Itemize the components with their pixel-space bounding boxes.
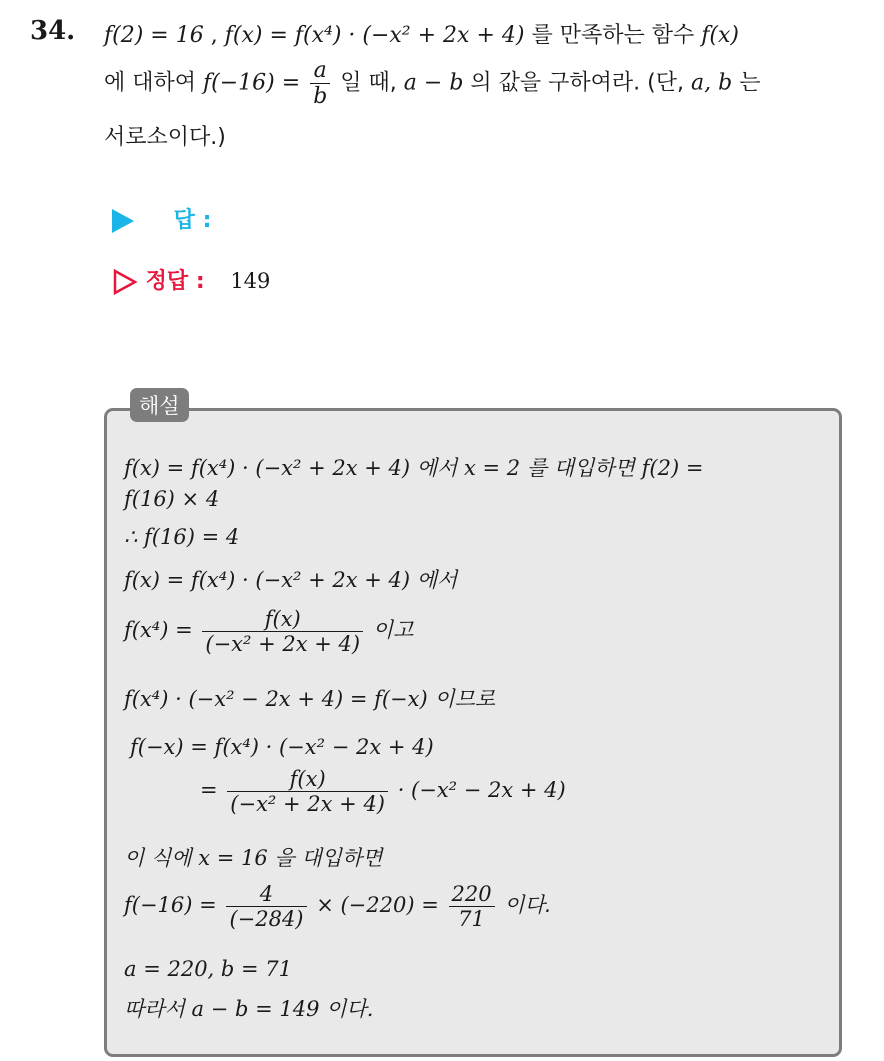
problem-line-2: [104, 58, 760, 109]
problem-line-1: [104, 18, 739, 49]
denominator: (−284): [226, 906, 306, 931]
lhs: f(−16) =: [124, 893, 217, 917]
numerator: f(x): [264, 607, 301, 631]
numerator: 220: [451, 882, 492, 906]
problem-number: 34.: [30, 16, 76, 46]
numerator: 4: [259, 882, 274, 906]
solution-line-4: f(x) = f(x⁴) · (−x² + 2x + 4) 에서: [124, 568, 458, 592]
answer-label: 답 :: [173, 208, 212, 233]
condition-f2: f(2) = 16: [104, 23, 204, 48]
functional-equation: f(x) = f(x⁴) · (−x² + 2x + 4): [224, 23, 525, 48]
denominator: (−x² + 2x + 4): [227, 791, 388, 816]
correct-answer-row: [112, 264, 270, 295]
problem-text: 의 값을 구하여라. (단,: [470, 70, 684, 96]
play-filled-icon: [112, 209, 134, 233]
denominator: 71: [449, 906, 495, 931]
problem-text: 를 만족하는 함수: [531, 23, 695, 48]
lhs: f(x⁴) =: [124, 618, 193, 642]
suffix: 이고: [372, 618, 414, 642]
problem-text: 일 때,: [340, 70, 397, 96]
fraction-1: [226, 882, 306, 931]
problem-line-3: 서로소이다.): [104, 125, 226, 150]
fraction: [202, 607, 363, 656]
equals: =: [200, 778, 218, 802]
var-a: a,: [690, 70, 712, 96]
solution-line-1: f(x) = f(x⁴) · (−x² + 2x + 4) 에서 x = 2 를 대입하면 f(2) =: [124, 456, 704, 480]
numerator: f(x): [289, 767, 326, 791]
var-b: b: [718, 70, 733, 96]
solution-line-6: f(x⁴) · (−x² − 2x + 4) = f(−x) 이므로: [124, 687, 496, 711]
play-outline-icon: [112, 269, 138, 295]
function-fx: f(x): [701, 23, 739, 48]
suffix: 이다.: [504, 893, 552, 917]
answer-row: [112, 203, 211, 234]
expression: a − b: [403, 70, 464, 96]
solution-line-5: [124, 607, 413, 656]
solution-line-7: f(−x) = f(x⁴) · (−x² − 2x + 4): [130, 735, 434, 759]
solution-line-9: 이 식에 x = 16 을 대입하면: [124, 846, 383, 870]
fraction-a-over-b: [310, 58, 330, 109]
problem-text: 에 대하여: [104, 70, 197, 96]
denominator: b: [310, 83, 330, 109]
expression: f(−16) =: [203, 70, 301, 96]
solution-line-2: f(16) × 4: [124, 487, 220, 511]
solution-line-8: [200, 767, 566, 816]
fraction-2: [449, 882, 495, 931]
solution-line-3: ∴ f(16) = 4: [124, 525, 240, 549]
solution-tag: 해설: [130, 388, 189, 422]
correct-answer-value: 149: [230, 269, 271, 293]
solution-line-12: 따라서 a − b = 149 이다.: [124, 997, 374, 1021]
solution-line-10: [124, 882, 552, 931]
solution-line-11: a = 220, b = 71: [124, 957, 293, 981]
problem-text: 는: [739, 70, 761, 96]
fraction: [227, 767, 388, 816]
suffix: · (−x² − 2x + 4): [397, 778, 566, 802]
correct-answer-label: 정답 :: [145, 269, 205, 294]
numerator: a: [313, 58, 327, 83]
middle: × (−220) =: [316, 893, 439, 917]
separator: ,: [210, 23, 218, 48]
denominator: (−x² + 2x + 4): [202, 631, 363, 656]
